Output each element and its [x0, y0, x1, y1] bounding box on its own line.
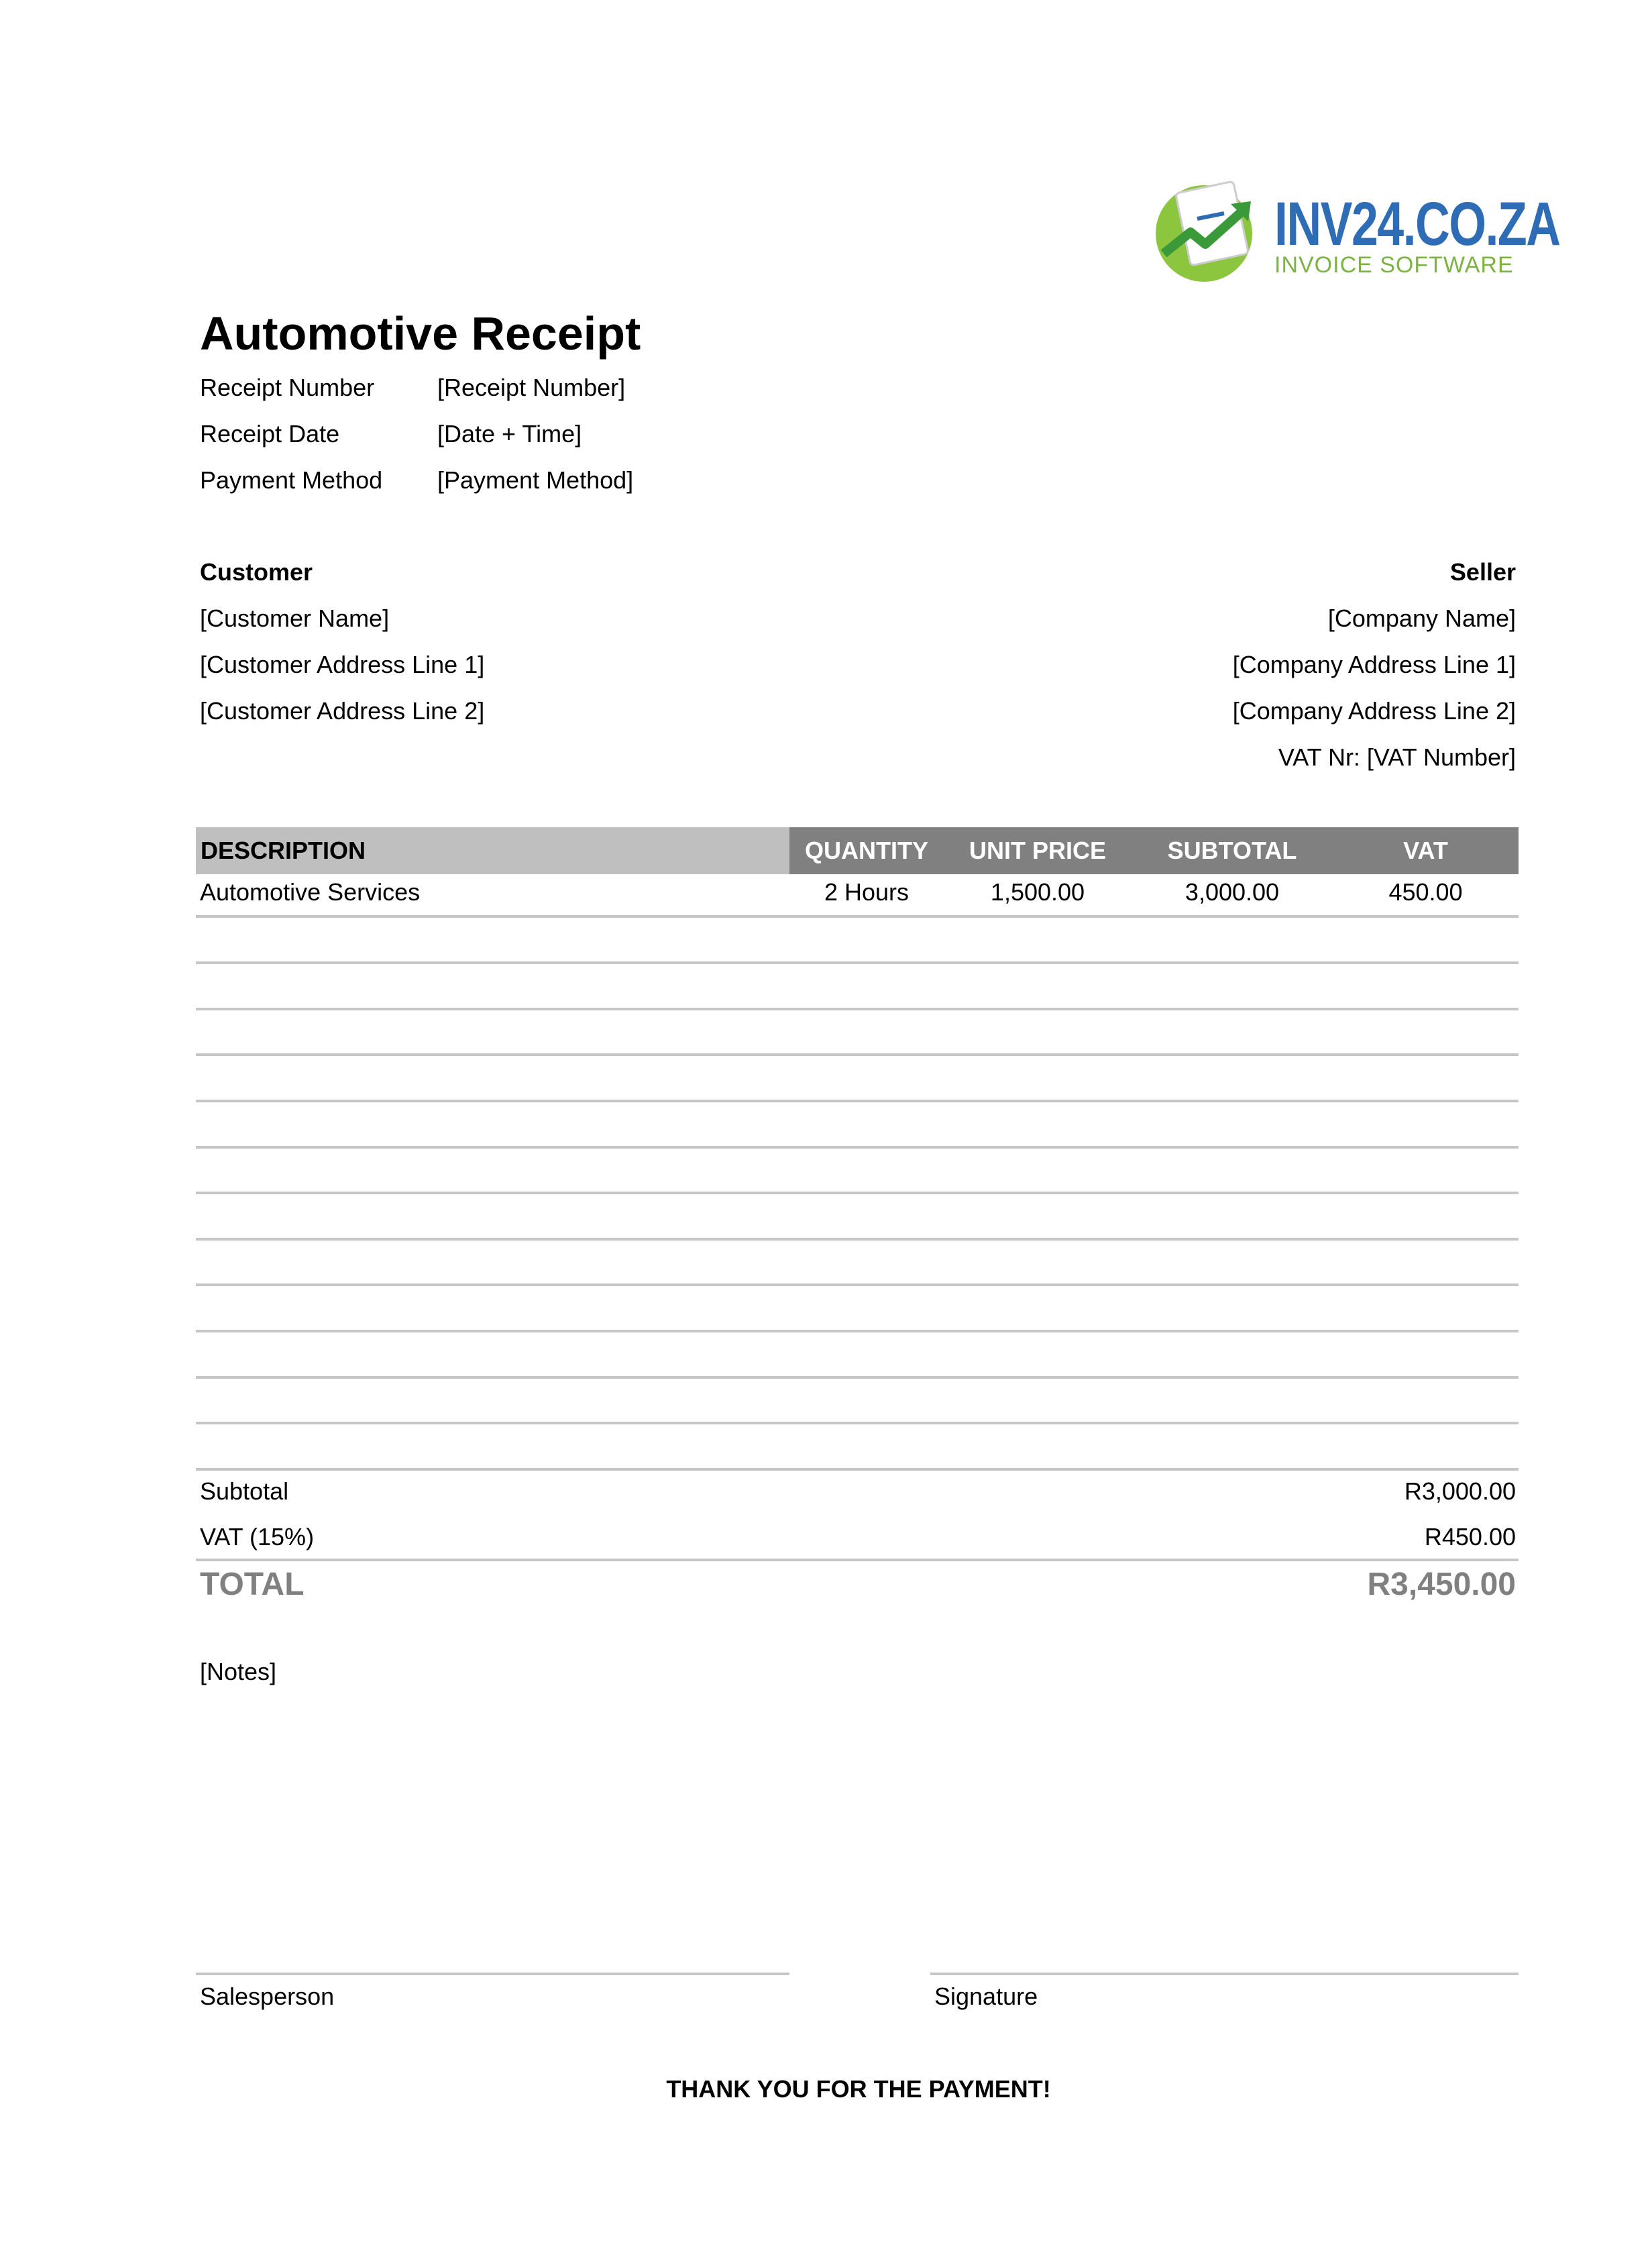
total-value: R3,450.00	[1367, 1567, 1516, 1602]
seller-heading: Seller	[1449, 558, 1516, 586]
table-row-line	[196, 961, 1519, 964]
seller-address-1: [Company Address Line 1]	[1232, 651, 1516, 678]
customer-address-2: [Customer Address Line 2]	[200, 697, 485, 725]
header-quantity: QUANTITY	[805, 837, 928, 864]
seller-name: [Company Name]	[1327, 605, 1516, 632]
row-vat: 450.00	[1388, 878, 1463, 906]
total-label: TOTAL	[200, 1567, 305, 1602]
header-unit-price: UNIT PRICE	[969, 837, 1106, 864]
header-description: DESCRIPTION	[201, 837, 366, 864]
payment-method-value: [Payment Method]	[437, 466, 634, 494]
table-row-line	[196, 1008, 1519, 1010]
vat-label: VAT (15%)	[200, 1523, 315, 1551]
subtotal-label: Subtotal	[200, 1477, 289, 1505]
customer-address-1: [Customer Address Line 1]	[200, 651, 485, 678]
logo-tagline: INVOICE SOFTWARE	[1274, 252, 1514, 278]
seller-address-2: [Company Address Line 2]	[1232, 697, 1516, 725]
notes: [Notes]	[200, 1658, 277, 1685]
table-row-line	[196, 1468, 1519, 1471]
receipt-number-label: Receipt Number	[200, 374, 375, 401]
page-title: Automotive Receipt	[200, 307, 641, 360]
receipt-date-label: Receipt Date	[200, 420, 340, 448]
table-row-line	[196, 1053, 1519, 1056]
seller-vat: VAT Nr: [VAT Number]	[1278, 743, 1516, 771]
row-subtotal: 3,000.00	[1185, 878, 1280, 906]
row-unit-price: 1,500.00	[990, 878, 1085, 906]
totals-divider	[196, 1559, 1519, 1561]
table-row-line	[196, 1376, 1519, 1379]
payment-method-label: Payment Method	[200, 466, 383, 494]
thank-you-message: THANK YOU FOR THE PAYMENT!	[666, 2075, 1051, 2103]
receipt-date-value: [Date + Time]	[437, 420, 582, 448]
table-row-line	[196, 1100, 1519, 1102]
table-row-line	[196, 1422, 1519, 1424]
table-row-line	[196, 1192, 1519, 1194]
signature-line	[930, 1973, 1519, 1975]
table-row-line	[196, 1330, 1519, 1332]
signature-label: Signature	[934, 1983, 1038, 2010]
customer-heading: Customer	[200, 558, 313, 586]
table-row-line	[196, 1283, 1519, 1286]
header-vat: VAT	[1403, 837, 1448, 864]
salesperson-line	[196, 1973, 789, 1975]
receipt-number-value: [Receipt Number]	[437, 374, 626, 401]
subtotal-value: R3,000.00	[1404, 1477, 1516, 1505]
table-row-line	[196, 915, 1519, 918]
customer-name: [Customer Name]	[200, 605, 390, 632]
header-subtotal: SUBTOTAL	[1167, 837, 1297, 864]
vat-value: R450.00	[1424, 1523, 1516, 1551]
table-row-line	[196, 1238, 1519, 1241]
row-description: Automotive Services	[200, 878, 421, 906]
salesperson-label: Salesperson	[200, 1983, 335, 2010]
row-quantity: 2 Hours	[824, 878, 910, 906]
logo-name: INV24.CO.ZA	[1274, 190, 1560, 258]
table-row-line	[196, 1146, 1519, 1149]
table-header	[196, 827, 1519, 874]
